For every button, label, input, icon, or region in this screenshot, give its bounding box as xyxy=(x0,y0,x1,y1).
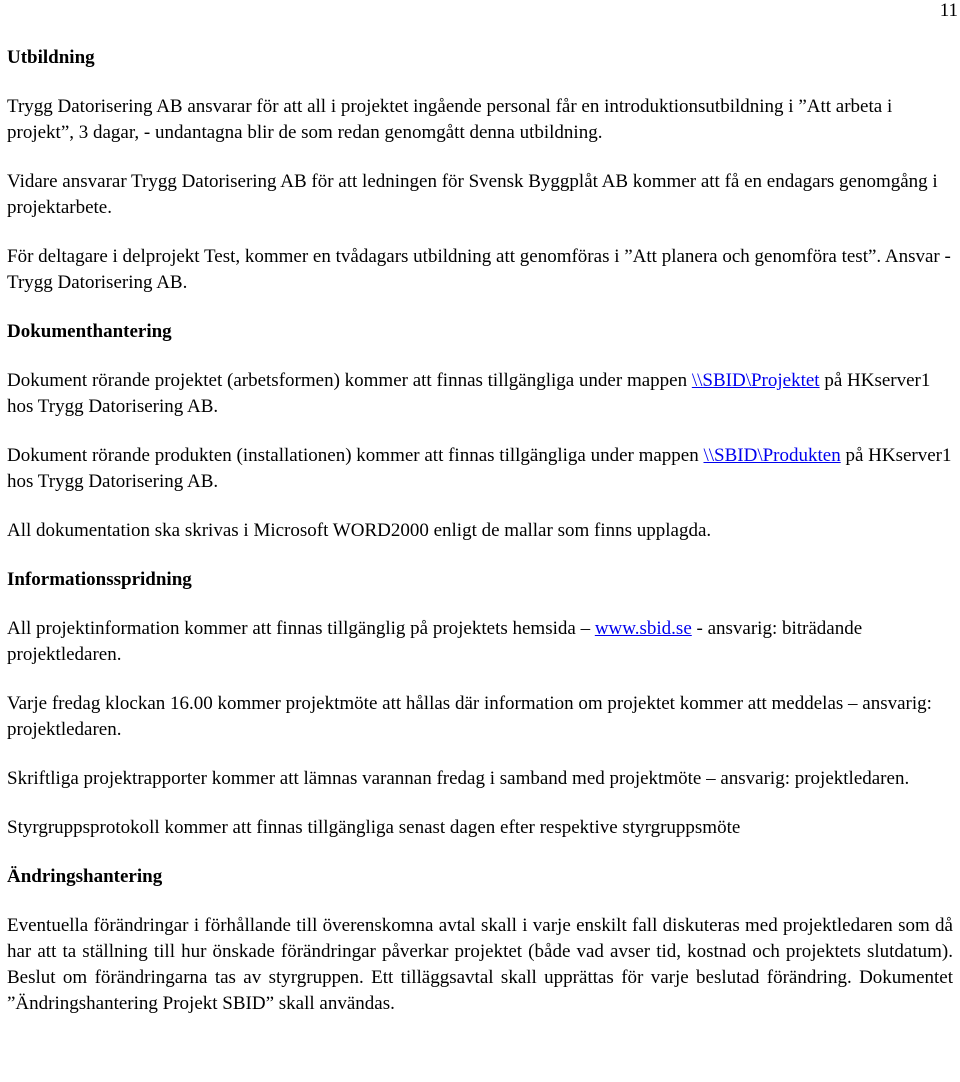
paragraph-dokument-1 xyxy=(7,368,953,420)
document-body xyxy=(7,45,953,1017)
paragraph-info-2: Varje fredag klockan 16.00 kommer projektmöte att hållas där information om projektet kommer att meddelas – ansvarig: projektledaren. xyxy=(7,693,932,740)
text-segment: - ansvarig: biträdande projektledaren. xyxy=(7,618,863,665)
text-segment: Dokument rörande projektet (arbetsformen) kommer att finnas tillgängliga under mappen xyxy=(7,370,692,391)
paragraph-utbildning-3: För deltagare i delprojekt Test, kommer en tvådagars utbildning att genomföras i ”Att planera och genomföra test”. Ansvar - Trygg Datorisering AB. xyxy=(7,246,951,293)
text-segment: All projektinformation kommer att finnas tillgänglig på projektets hemsida – xyxy=(7,618,595,639)
heading-utbildning: Utbildning xyxy=(7,47,95,68)
heading-informationsspridning: Informationsspridning xyxy=(7,569,192,590)
paragraph-utbildning-1: Trygg Datorisering AB ansvarar för att all i projektet ingående personal får en introduktionsutbildning i ”Att arbeta i projekt”, 3 dagar, - undantagna blir de som redan genomgått denna utbildning. xyxy=(7,96,893,143)
paragraph-utbildning-2: Vidare ansvarar Trygg Datorisering AB för att ledningen för Svensk Byggplåt AB kommer att få en endagars genomgång i projektarbete. xyxy=(7,171,938,218)
link-sbid-projektet[interactable]: \\SBID\Projektet xyxy=(691,370,820,391)
link-hemsida[interactable]: www.sbid.se xyxy=(594,618,692,639)
text-segment: på HKserver1 hos Trygg Datorisering AB. xyxy=(7,445,952,492)
paragraph-andring-1: Eventuella förändringar i förhållande till överenskomna avtal skall i varje enskilt fall diskuteras med projektledaren som då har att ta ställning till hur önskade förändringar påverkar projektet (både vad avser tid, kostnad och projektets slutdatum). Beslut om förändringarna tas av styrgruppen. Ett tilläggsavtal skall upprättas för varje beslutad förändring. Dokumentet ”Ändringshantering Projekt SBID” skall användas. xyxy=(7,915,953,1014)
heading-andringshantering: Ändringshantering xyxy=(7,866,163,887)
paragraph-info-3: Skriftliga projektrapporter kommer att lämnas varannan fredag i samband med projektmöte – ansvarig: projektledaren. xyxy=(7,768,910,789)
page-number: 11 xyxy=(939,0,958,21)
paragraph-info-1 xyxy=(7,616,953,668)
paragraph-dokument-3: All dokumentation ska skrivas i Microsoft WORD2000 enligt de mallar som finns upplagda. xyxy=(7,520,712,541)
text-segment: Dokument rörande produkten (installationen) kommer att finnas tillgängliga under mappen xyxy=(7,445,704,466)
link-sbid-produkten[interactable]: \\SBID\Produkten xyxy=(703,445,841,466)
heading-dokumenthantering: Dokumenthantering xyxy=(7,321,172,342)
paragraph-info-4: Styrgruppsprotokoll kommer att finnas tillgängliga senast dagen efter respektive styrgruppsmöte xyxy=(7,817,741,838)
text-segment: på HKserver1 hos Trygg Datorisering AB. xyxy=(7,370,931,417)
paragraph-dokument-2 xyxy=(7,443,953,495)
